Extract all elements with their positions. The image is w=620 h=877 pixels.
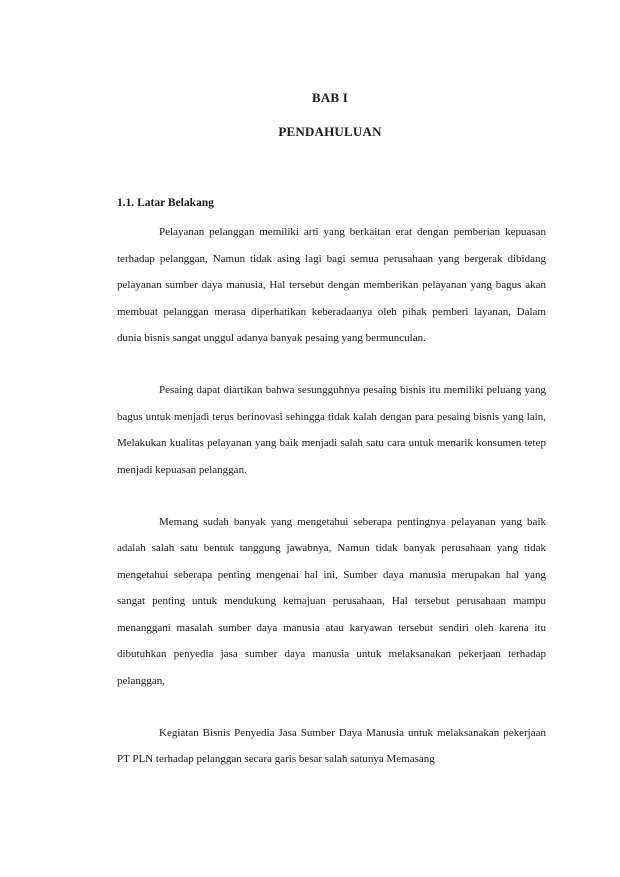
- paragraph-1: Pelayanan pelanggan memiliki arti yang berkaitan erat dengan pemberian kepuasan terhadap pelanggan, Namun tidak asing lagi bagi semua perusahaan yang bergerak dibidang pelayanan sumber daya manusia, Hal tersebut dengan memberikan pelayanan yang bagus akan membuat pelanggan merasa diperhatikan keberadaanya oleh pihak pemberi layanan, Dalam dunia bisnis sangat unggul adanya banyak pesaing yang bermunculan.: [117, 226, 546, 344]
- chapter-title: PENDAHULUAN: [278, 124, 382, 139]
- paragraph-2: Pesaing dapat diartikan bahwa sesungguhnya pesaing bisnis itu memiliki peluang yang bagus untuk menjadi terus berinovasi sehingga tidak kalah dengan para pesaing bisnis yang lain, Melakukan kualitas pelayanan yang baik menjadi salah satu cara untuk menarik konsumen tetep menjadi kepuasan pelanggan.: [117, 384, 546, 476]
- chapter-number: BAB I: [311, 90, 349, 105]
- paragraph-4: Kegiatan Bisnis Penyedia Jasa Sumber Daya Manusia untuk melaksanakan pekerjaan PT PLN terhadap pelanggan secara garis besar salah satunya Memasang: [117, 726, 546, 765]
- paragraph-3: Memang sudah banyak yang mengetahui seberapa pentingnya pelayanan yang baik adalah salah satu bentuk tanggung jawabnya, Namun tidak banyak perusahaan yang tidak mengetahui seberapa penting mengenai hal ini, Sumber daya manusia merupakan hal yang sangat penting untuk mendukung kemajuan perusahaan, Hal tersebut perusahaan mampu menanggani masalah sumber daya manusia atau karyawan tersebut sendiri oleh karena itu dibutuhkan penyedia jasa sumber daya manusia untuk melaksanakan pekerjaan terhadap pelanggan,: [117, 515, 546, 687]
- body-text: [117, 219, 546, 773]
- section-heading: 1.1. Latar Belakang: [117, 197, 214, 209]
